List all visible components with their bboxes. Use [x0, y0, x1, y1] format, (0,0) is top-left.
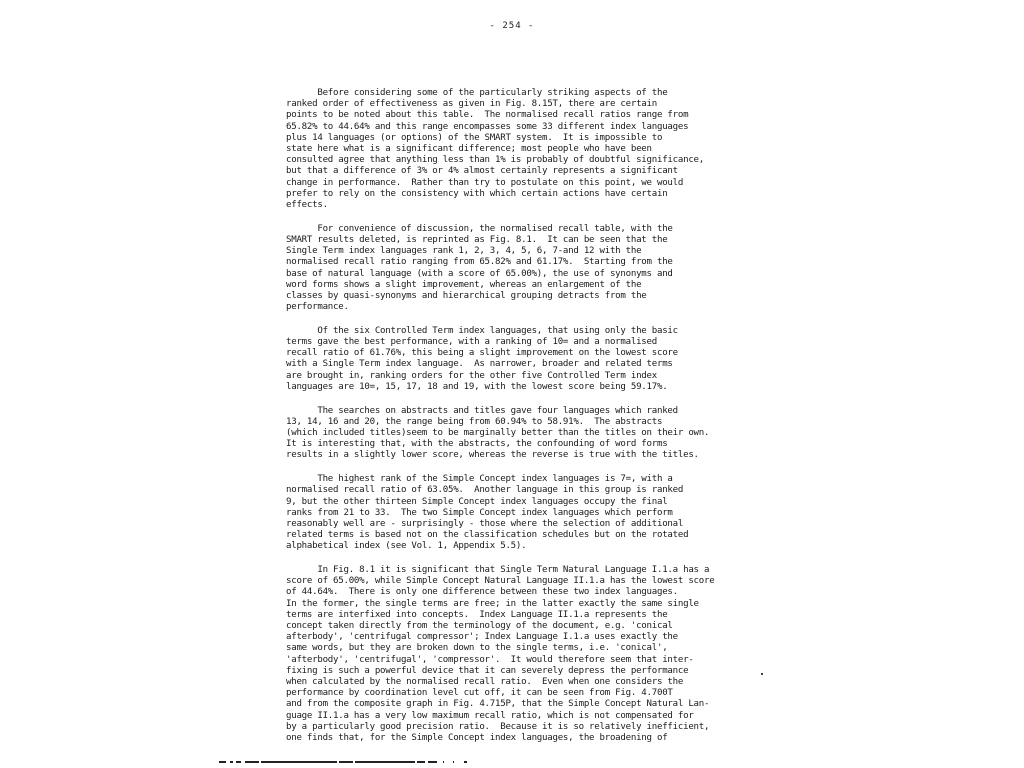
text-line: (which included titles)seem to be marginally better than the titles on their own.	[286, 427, 710, 438]
text-line: ranks from 21 to 33. The two Simple Concept index languages which perform	[286, 507, 673, 518]
text-line: effects.	[286, 200, 328, 211]
text-line: Before considering some of the particularly striking aspects of the	[286, 88, 668, 98]
text-line: 65.82% to 44.64% and this range encompasses some 33 different index languages	[286, 121, 689, 132]
text-line: but that a difference of 3% or 4% almost certainly represents a significant	[286, 166, 678, 177]
text-line: one finds that, for the Simple Concept index languages, the broadening of	[286, 733, 668, 744]
footer-rule-segment	[339, 761, 353, 763]
text-line: normalised recall ratio ranging from 65.82% and 61.17%. Starting from the	[286, 257, 673, 268]
text-line: terms gave the best performance, with a ranking of 10= and a normalised	[286, 337, 657, 348]
text-line: fixing is such a powerful device that it can severely depress the performance	[286, 665, 689, 676]
footer-rule-segment	[355, 761, 415, 763]
text-line: SMART results deleted, is reprinted as Fig. 8.1. It can be seen that the	[286, 234, 668, 245]
scan-speck	[761, 673, 763, 675]
text-line: performance.	[286, 302, 349, 313]
paragraph	[286, 406, 726, 462]
text-line: and from the composite graph in Fig. 4.715P, that the Simple Concept Natural Lan-	[286, 699, 710, 710]
text-line: recall ratio of 61.76%, this being a slight improvement on the lowest score	[286, 348, 678, 359]
document-body	[286, 88, 726, 757]
text-line: by a particularly good precision ratio. Because it is so relatively inefficient,	[286, 721, 710, 732]
text-line: same words, but they are broken down to the single terms, i.e. 'conical',	[286, 643, 668, 654]
paragraph	[286, 474, 726, 552]
page-number: - 254 -	[489, 21, 535, 31]
text-line: terms are interfixed into concepts. Index Language II.1.a represents the	[286, 609, 668, 620]
text-line: points to be noted about this table. The normalised recall ratios range from	[286, 110, 689, 121]
text-line: It is interesting that, with the abstracts, the confounding of word forms	[286, 439, 668, 450]
footer-rule-segment	[219, 761, 226, 763]
footer-rule-segment	[230, 761, 233, 763]
footer-rule	[219, 761, 469, 763]
footer-rule-segment	[417, 761, 425, 763]
text-line: In Fig. 8.1 it is significant that Single Term Natural Language I.1.a has a	[286, 565, 710, 576]
footer-rule-segment	[261, 761, 337, 763]
text-line: The searches on abstracts and titles gave four languages which ranked	[286, 405, 678, 416]
text-line: results in a slightly lower score, whereas the reverse is true with the titles.	[286, 450, 699, 461]
text-line: consulted agree that anything less than 1% is probably of doubtful significance,	[286, 155, 704, 166]
paragraph	[286, 565, 726, 744]
text-line: concept taken directly from the terminology of the document, e.g. 'conical	[286, 621, 673, 632]
text-line: of 44.64%. There is only one difference between these two index languages.	[286, 587, 678, 598]
text-line: alphabetical index (see Vol. 1, Appendix 5.5).	[286, 541, 527, 552]
text-line: ranked order of effectiveness as given in Fig. 8.15T, there are certain	[286, 99, 657, 110]
text-line: Of the six Controlled Term index languages, that using only the basic	[286, 325, 678, 336]
text-line: afterbody', 'centrifugal compressor'; Index Language I.1.a uses exactly the	[286, 632, 678, 643]
text-line: are brought in, ranking orders for the other five Controlled Term index	[286, 370, 657, 381]
text-line: The highest rank of the Simple Concept index languages is 7=, with a	[286, 474, 673, 485]
text-line: 13, 14, 16 and 20, the range being from 60.94% to 58.91%. The abstracts	[286, 416, 663, 427]
text-line: classes by quasi-synonyms and hierarchical grouping detracts from the	[286, 290, 647, 301]
text-line: reasonably well are - surprisingly - those where the selection of additional	[286, 518, 684, 529]
text-line: 'afterbody', 'centrifugal', 'compressor'. It would therefore seem that inter-	[286, 654, 694, 665]
text-line: base of natural language (with a score of 65.00%), the use of synonyms and	[286, 268, 673, 279]
paragraph	[286, 326, 726, 393]
text-line: performance by coordination level cut off, it can be seen from Fig. 4.700T	[286, 688, 673, 699]
text-line: score of 65.00%, while Simple Concept Natural Language II.1.a has the lowest score	[286, 576, 715, 587]
text-line: In the former, the single terms are free; in the latter exactly the same single	[286, 598, 699, 609]
footer-rule-segment	[453, 761, 454, 763]
text-line: prefer to rely on the consistency with which certain actions have certain	[286, 188, 668, 199]
paragraph	[286, 88, 726, 211]
text-line: state here what is a significant difference; most people who have been	[286, 144, 652, 155]
footer-rule-segment	[443, 761, 444, 763]
footer-rule-segment	[428, 761, 437, 763]
text-line: normalised recall ratio of 63.05%. Another language in this group is ranked	[286, 485, 684, 496]
text-line: guage II.1.a has a very low maximum recall ratio, which is not compensated for	[286, 710, 694, 721]
text-line: plus 14 languages (or options) of the SMART system. It is impossible to	[286, 132, 663, 143]
text-line: related terms is based not on the classification schedules but on the rotated	[286, 530, 689, 541]
text-line: Single Term index languages rank 1, 2, 3, 4, 5, 6, 7-and 12 with the	[286, 246, 642, 257]
footer-rule-segment	[245, 761, 259, 763]
text-line: when calculated by the normalised recall ratio. Even when one considers the	[286, 677, 684, 688]
text-line: languages are 10=, 15, 17, 18 and 19, with the lowest score being 59.17%.	[286, 381, 668, 392]
text-line: 9, but the other thirteen Simple Concept index languages occupy the final	[286, 496, 668, 507]
text-line: word forms shows a slight improvement, whereas an enlargement of the	[286, 279, 642, 290]
footer-rule-segment	[464, 761, 467, 763]
text-line: change in performance. Rather than try to postulate on this point, we would	[286, 177, 684, 188]
paragraph	[286, 224, 726, 314]
text-line: with a Single Term index language. As narrower, broader and related terms	[286, 359, 673, 370]
text-line: For convenience of discussion, the normalised recall table, with the	[286, 223, 673, 234]
footer-rule-segment	[236, 761, 241, 763]
